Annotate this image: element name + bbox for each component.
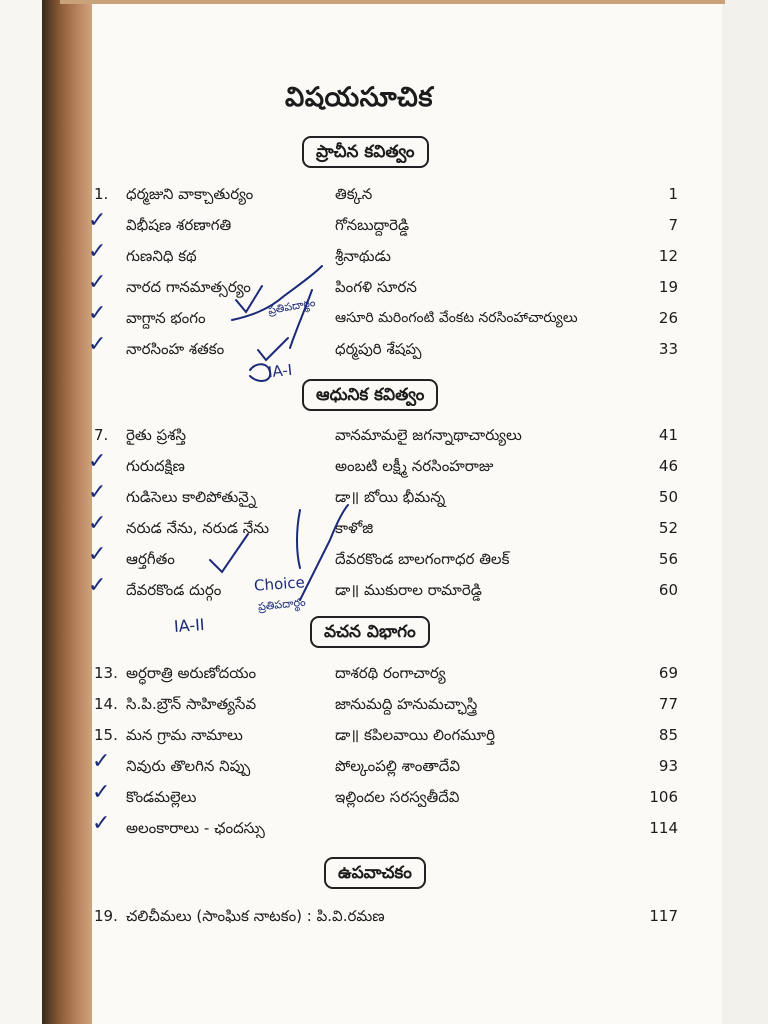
entry-author: తిక్కన	[335, 185, 373, 203]
entry-author: శ్రీనాథుడు	[335, 247, 391, 265]
handwritten-tick-icon: ✓	[88, 449, 107, 474]
section-heading-prachina: ప్రాచీన కవిత్వం	[302, 136, 429, 168]
entry-title: చలిచీమలు (సాంఘిక నాటకం) : పి.వి.రమణ	[126, 907, 385, 925]
entry-author: జానుమద్ది హనుమచ్ఛాస్త్రి	[335, 695, 478, 713]
entry-title: గురుదక్షిణ	[126, 457, 185, 475]
entry-title: నారసింహ శతకం	[126, 340, 225, 358]
entry-number: 19.	[94, 907, 118, 925]
entry-author: వానమామలై జగన్నాథాచార్యులు	[335, 426, 522, 444]
handwritten-tick-icon: ✓	[88, 301, 107, 326]
entry-title: వాగ్దాన భంగం	[126, 309, 206, 327]
handwritten-tick-icon: ✓	[88, 239, 107, 264]
entry-author: డా॥ ముకురాల రామారెడ్డి	[335, 581, 482, 599]
entry-number: 13.	[94, 664, 118, 682]
entry-title: ఆర్తగీతం	[126, 550, 175, 568]
entry-page: 1	[668, 185, 678, 203]
handwritten-tick-icon: ✓	[88, 270, 107, 295]
entry-author: అంబటి లక్ష్మీ నరసింహరాజు	[335, 457, 494, 475]
entry-author: దాశరథి రంగాచార్య	[335, 664, 446, 682]
entry-title: మన గ్రామ నామాలు	[126, 726, 243, 744]
entry-author: డా॥ కపిలవాయి లింగమూర్తి	[335, 726, 495, 744]
entry-title: గుడిసెలు కాలిపోతున్నై	[126, 488, 257, 506]
entry-page: 77	[658, 695, 678, 713]
section-heading-adhunika: ఆధునిక కవిత్వం	[302, 379, 438, 411]
handwritten-tick-icon: ✓	[88, 208, 107, 233]
entry-author: ఇల్లిందల సరస్వతీదేవి	[335, 788, 460, 806]
handwritten-tick-icon: ✓	[92, 749, 111, 774]
entry-page: 69	[658, 664, 678, 682]
entry-author: ఆసూరి మరింగంటి వేంకట నరసింహాచార్యులు	[335, 310, 578, 326]
handwritten-tick-icon: ✓	[88, 573, 107, 598]
entry-page: 41	[658, 426, 678, 444]
entry-title: నారద గానమాత్సర్యం	[126, 278, 251, 296]
entry-title: నివురు తొలగిన నిప్పు	[126, 757, 251, 775]
entry-page: 19	[658, 278, 678, 296]
entry-page: 60	[658, 581, 678, 599]
handwritten-note: IA-II	[173, 614, 206, 637]
handwritten-tick-icon: ✓	[88, 332, 107, 357]
entry-number: 1.	[94, 185, 109, 203]
entry-author: పింగళి సూరన	[335, 278, 417, 296]
entry-title: గుణనిధి కథ	[126, 247, 197, 265]
entry-title: రైతు ప్రశస్తి	[126, 426, 186, 444]
section-heading-vachana: వచన విభాగం	[310, 616, 430, 648]
entry-page: 50	[658, 488, 678, 506]
entry-author: డా॥ బోయి భీమన్న	[335, 488, 446, 506]
entry-number: 15.	[94, 726, 118, 744]
entry-page: 85	[658, 726, 678, 744]
entry-page: 26	[658, 309, 678, 327]
entry-author: ధర్మపురి శేషప్ప	[335, 340, 422, 358]
handwritten-tick-icon: ✓	[88, 511, 107, 536]
entry-page: 114	[649, 819, 678, 837]
handwritten-note: ప్రతిపదార్థం	[257, 595, 307, 614]
entry-author: దేవరకొండ బాలగంగాధర తిలక్	[335, 550, 510, 568]
entry-page: 46	[658, 457, 678, 475]
entry-page: 56	[658, 550, 678, 568]
entry-title: కొండమల్లెలు	[126, 788, 197, 806]
handwritten-tick-icon: ✓	[88, 542, 107, 567]
entry-author: పోల్కంపల్లి శాంతాదేవి	[335, 757, 460, 775]
handwritten-tick-icon: ✓	[92, 811, 111, 836]
handwritten-tick-icon: ✓	[92, 780, 111, 805]
handwritten-tick-icon: ✓	[88, 480, 107, 505]
entry-page: 33	[658, 340, 678, 358]
entry-title: సి.పి.బ్రౌన్ సాహిత్యసేవ	[126, 695, 257, 713]
entry-number: 14.	[94, 695, 118, 713]
entry-title: అర్ధరాత్రి అరుణోదయం	[126, 664, 257, 682]
entry-title: విభీషణ శరణాగతి	[126, 216, 232, 234]
entry-page: 93	[658, 757, 678, 775]
entry-title: దేవరకొండ దుర్గం	[126, 581, 222, 599]
entry-title: ధర్మజుని వాక్చాతుర్యం	[126, 185, 254, 203]
entry-title: నరుడ నేను, నరుడ నేను	[126, 519, 270, 537]
entry-page: 106	[649, 788, 678, 806]
page-title: విషయసూచిక	[285, 82, 433, 113]
entry-page: 117	[649, 907, 678, 925]
handwritten-note: ప్రతిపదార్థం	[266, 295, 317, 318]
entry-author: కాళోజి	[335, 519, 374, 537]
entry-author: గోనబుద్దారెడ్డి	[335, 216, 410, 234]
section-heading-upavachakam: ఉపవాచకం	[324, 857, 426, 889]
entry-page: 7	[668, 216, 678, 234]
entry-number: 7.	[94, 426, 109, 444]
handwritten-note: Choice	[253, 573, 306, 595]
entry-title: అలంకారాలు - ఛందస్సు	[126, 819, 265, 837]
entry-page: 12	[658, 247, 678, 265]
entry-page: 52	[658, 519, 678, 537]
handwritten-note: IA-I	[267, 360, 294, 382]
